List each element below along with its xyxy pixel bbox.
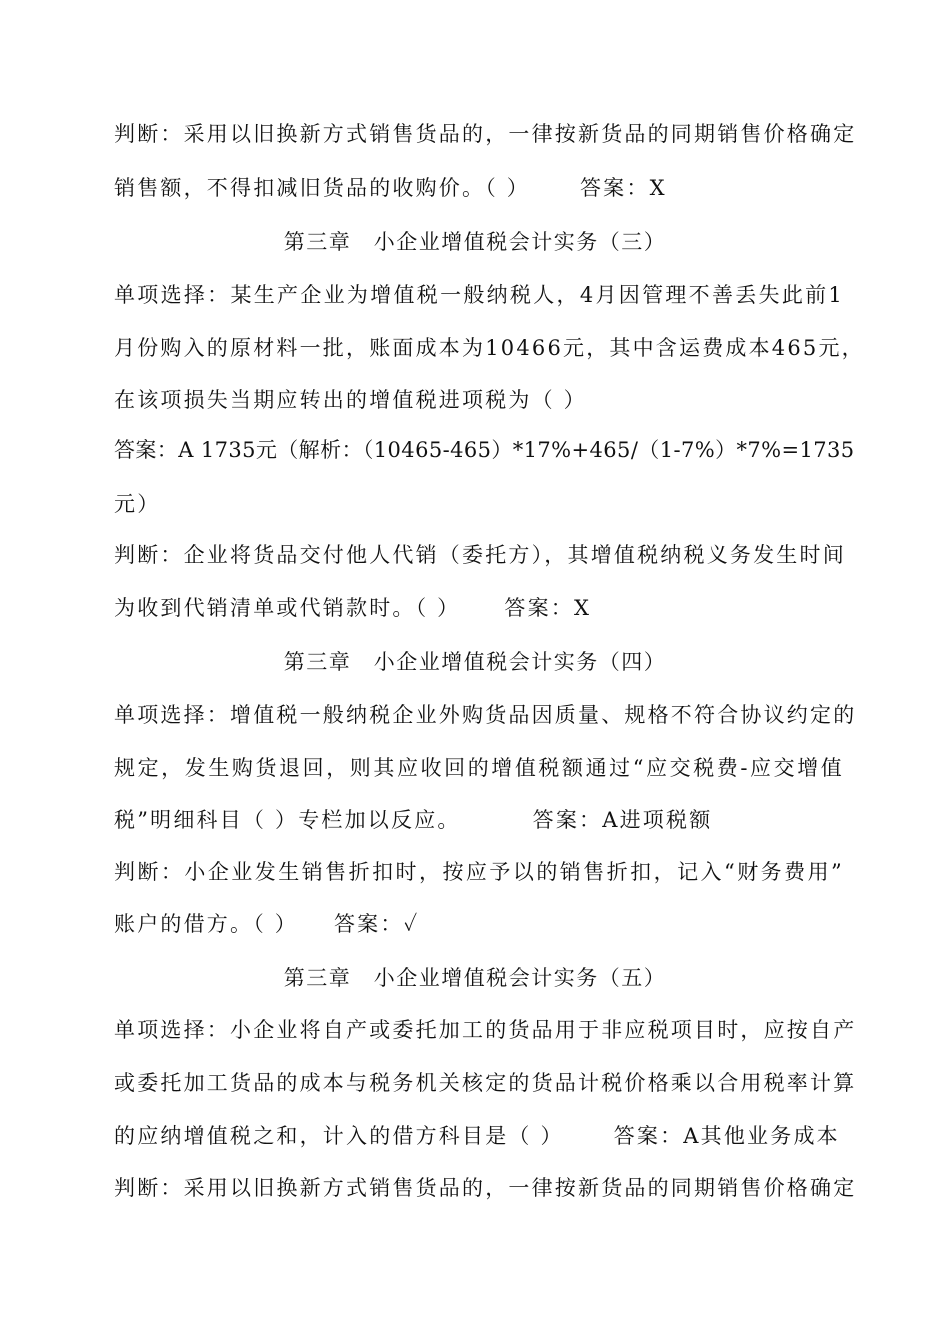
paragraph-line [114,174,844,202]
paragraph-line: 月份购入的原材料一批，账面成本为10466元，其中含运费成本465元， [114,336,865,360]
paragraph-line: 判断：企业将货品交付他人代销（委托方），其增值税纳税义务发生时间 [114,543,846,567]
paragraph-line: 判断：小企业发生销售折扣时，按应予以的销售折扣，记入“财务费用” [114,860,844,884]
paragraph-line: 或委托加工货品的成本与税务机关核定的货品计税价格乘以合用税率计算 [114,1071,857,1095]
paragraph-line [114,806,844,834]
paragraph-line: 规定，发生购货退回，则其应收回的增值税额通过“应交税费-应交增值 [114,756,844,780]
paragraph-line [114,910,844,938]
question-text: 销售额，不得扣减旧货品的收购价。（ ） [114,176,530,200]
paragraph-line: 单项选择：增值税一般纳税企业外购货品因质量、规格不符合协议约定的 [114,703,857,727]
section-heading: 第三章 小企业增值税会计实务（四） [283,650,667,674]
answer-text: 答案：A其他业务成本 [613,1124,840,1148]
paragraph-line: 元） [114,492,161,516]
answer-text: 答案：A进项税额 [532,808,713,832]
paragraph-line: 答案：A 1735元（解析：（10465-465）*17%+465/（1-7%）*7%=1735 [114,438,855,462]
paragraph-line: 单项选择：小企业将自产或委托加工的货品用于非应税项目时，应按自产 [114,1018,857,1042]
question-text: 税”明细科目（ ）专栏加以反应。 [114,808,461,832]
paragraph-line [114,1122,844,1150]
section-heading: 第三章 小企业增值税会计实务（三） [283,230,667,254]
answer-text: 答案：X [504,596,592,620]
section-heading: 第三章 小企业增值税会计实务（五） [283,966,667,990]
question-text: 为收到代销清单或代销款时。（ ） [114,596,461,620]
answer-text: 答案：X [579,176,667,200]
paragraph-line: 单项选择：某生产企业为增值税一般纳税人，4月因管理不善丢失此前1 [114,283,844,307]
answer-text: 答案：✓ [333,912,420,936]
question-text: 的应纳增值税之和，计入的借方科目是（ ） [114,1124,564,1148]
paragraph-line: 判断：采用以旧换新方式销售货品的，一律按新货品的同期销售价格确定 [114,1176,857,1200]
question-text: 账户的借方。（ ） [114,912,298,936]
paragraph-line: 在该项损失当期应转出的增值税进项税为（ ） [114,388,587,412]
paragraph-line [114,594,844,622]
paragraph-line: 判断：采用以旧换新方式销售货品的，一律按新货品的同期销售价格确定 [114,122,857,146]
